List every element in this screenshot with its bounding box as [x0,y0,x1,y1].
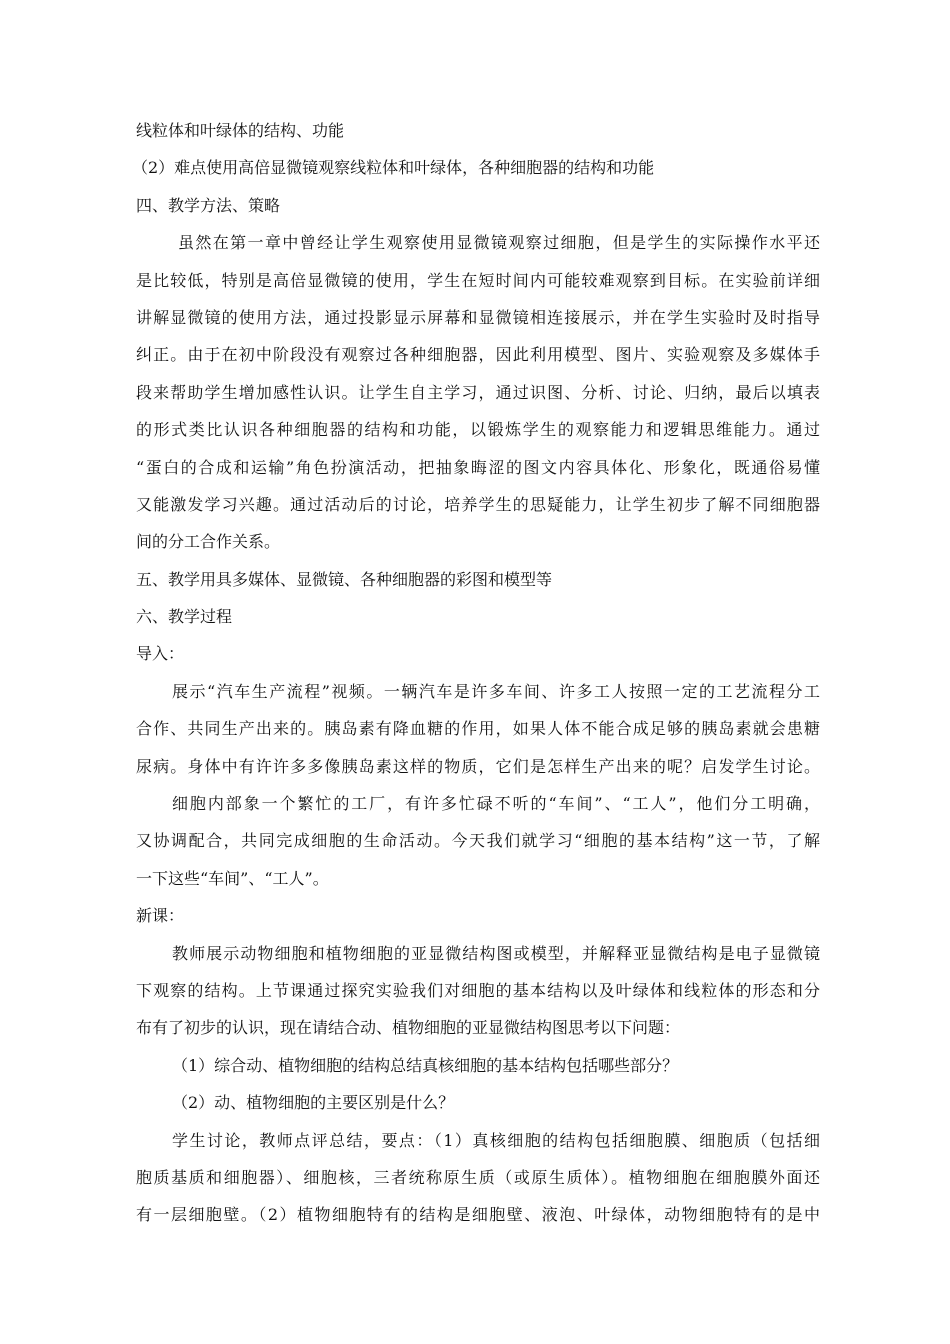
text-line: 教师展示动物细胞和植物细胞的亚显微结构图或模型，并解释亚显微结构是电子显微镜 [172,943,820,963]
text-line: 新课： [136,906,185,926]
text-line: 导入： [136,644,185,664]
text-line: 讲解显微镜的使用方法，通过投影显示屏幕和显微镜相连接展示，并在学生实验时及时指导 [136,307,820,327]
text-line: 又协调配合，共同完成细胞的生命活动。今天我们就学习“细胞的基本结构”这一节，了解 [136,831,820,851]
text-line: 尿病。身体中有许许多多像胰岛素这样的物质，它们是怎样生产出来的呢？启发学生讨论。 [136,756,820,776]
text-line: （2）难点使用高倍显微镜观察线粒体和叶绿体，各种细胞器的结构和功能 [132,158,655,178]
text-line: 间的分工合作关系。 [136,532,281,552]
text-line: 线粒体和叶绿体的结构、功能 [136,121,345,140]
text-line: 布有了初步的认识，现在请结合动、植物细胞的亚显微结构图思考以下问题： [136,1018,681,1038]
document-page [132,112,820,1234]
text-line: 段来帮助学生增加感性认识。让学生自主学习，通过识图、分析、讨论、归纳，最后以填表 [136,382,820,402]
text-line: 的形式类比认识各种细胞器的结构和功能，以锻炼学生的观察能力和逻辑思维能力。通过 [136,420,820,440]
text-line: 五、教学用具多媒体、显微镜、各种细胞器的彩图和模型等 [136,569,553,589]
text-line: 虽然在第一章中曾经让学生观察使用显微镜观察过细胞，但是学生的实际操作水平还 [178,233,820,253]
text-line: 又能激发学习兴趣。通过活动后的讨论，培养学生的思疑能力，让学生初步了解不同细胞器 [136,494,820,514]
text-line: “蛋白的合成和运输”角色扮演活动，把抽象晦涩的图文内容具体化、形象化，既通俗易懂 [136,457,820,477]
text-line: 胞质基质和细胞器）、细胞核，三者统称原生质（或原生质体）。植物细胞在细胞膜外面还 [136,1167,820,1187]
text-line: （1）综合动、植物细胞的结构总结真核细胞的基本结构包括哪些部分？ [172,1055,679,1075]
text-line: 细胞内部象一个繁忙的工厂，有许多忙碌不听的“车间”、“工人”，他们分工明确， [172,794,820,814]
text-line: 四、教学方法、策略 [136,195,281,215]
text-line: 下观察的结构。上节课通过探究实验我们对细胞的基本结构以及叶绿体和线粒体的形态和分 [136,980,820,1000]
text-line: 六、教学过程 [136,607,233,627]
text-line: 纠正。由于在初中阶段没有观察过各种细胞器，因此利用模型、图片、实验观察及多媒体手 [136,345,820,365]
text-line: 学生讨论，教师点评总结，要点：（1）真核细胞的结构包括细胞膜、细胞质（包括细 [172,1130,820,1150]
text-line: 是比较低，特别是高倍显微镜的使用，学生在短时间内可能较难观察到目标。在实验前详细 [136,270,820,290]
text-line: 一下这些“车间”、“工人”。 [136,868,329,888]
text-line: 有一层细胞壁。（2）植物细胞特有的结构是细胞壁、液泡、叶绿体，动物细胞特有的是中 [136,1205,820,1225]
text-line: 展示“汽车生产流程”视频。一辆汽车是许多车间、许多工人按照一定的工艺流程分工 [172,681,820,701]
text-line: 合作、共同生产出来的。胰岛素有降血糖的作用，如果人体不能合成足够的胰岛素就会患糖 [136,719,820,739]
text-line: （2）动、植物细胞的主要区别是什么？ [172,1093,455,1113]
